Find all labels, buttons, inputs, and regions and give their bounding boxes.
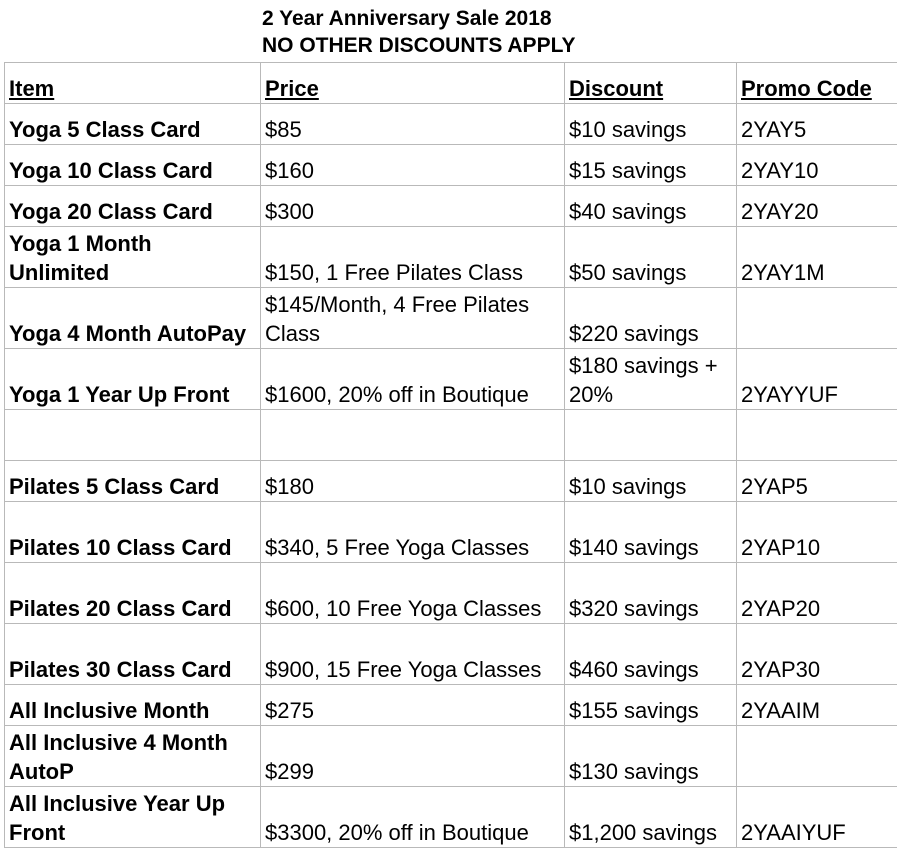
table-row	[5, 288, 897, 349]
header-promo-code[interactable]: Promo Code	[737, 63, 897, 104]
price-cell[interactable]: $3300, 20% off in Boutique	[261, 787, 565, 848]
item-cell[interactable]: All Inclusive 4 Month AutoP	[5, 726, 261, 787]
discount-cell[interactable]: $220 savings	[565, 288, 737, 349]
discount-cell[interactable]: $15 savings	[565, 145, 737, 186]
promo-code-cell[interactable]: 2YAAIYUF	[737, 787, 897, 848]
price-cell[interactable]: $160	[261, 145, 565, 186]
price-cell[interactable]: $145/Month, 4 Free Pilates Class	[261, 288, 565, 349]
price-cell[interactable]: $150, 1 Free Pilates Class	[261, 227, 565, 288]
header-row	[5, 63, 897, 104]
price-cell[interactable]: $275	[261, 685, 565, 726]
price-cell[interactable]	[261, 410, 565, 461]
promo-code-cell[interactable]: 2YAY1M	[737, 227, 897, 288]
item-cell[interactable]: Yoga 5 Class Card	[5, 104, 261, 145]
promo-code-cell[interactable]: 2YAAIM	[737, 685, 897, 726]
table-row	[5, 227, 897, 288]
item-cell[interactable]: Pilates 30 Class Card	[5, 624, 261, 685]
table-row	[5, 787, 897, 848]
discount-cell[interactable]: $10 savings	[565, 461, 737, 502]
item-cell[interactable]: Pilates 20 Class Card	[5, 563, 261, 624]
promo-code-cell[interactable]: 2YAY20	[737, 186, 897, 227]
price-cell[interactable]: $180	[261, 461, 565, 502]
table-row	[5, 726, 897, 787]
promo-code-cell[interactable]	[737, 288, 897, 349]
promo-code-cell[interactable]: 2YAY10	[737, 145, 897, 186]
price-cell[interactable]: $299	[261, 726, 565, 787]
discount-cell[interactable]: $10 savings	[565, 104, 737, 145]
item-cell[interactable]: Yoga 20 Class Card	[5, 186, 261, 227]
discount-cell[interactable]: $1,200 savings	[565, 787, 737, 848]
item-cell[interactable]: Yoga 1 Month Unlimited	[5, 227, 261, 288]
header-discount[interactable]: Discount	[565, 63, 737, 104]
discount-cell[interactable]: $460 savings	[565, 624, 737, 685]
table-row-empty	[5, 410, 897, 461]
price-cell[interactable]: $300	[261, 186, 565, 227]
item-cell[interactable]: All Inclusive Year Up Front	[5, 787, 261, 848]
discount-cell[interactable]: $40 savings	[565, 186, 737, 227]
discount-cell[interactable]: $155 savings	[565, 685, 737, 726]
price-cell[interactable]: $600, 10 Free Yoga Classes	[261, 563, 565, 624]
sheet-title-area	[0, 0, 897, 62]
item-cell[interactable]: All Inclusive Month	[5, 685, 261, 726]
table-row	[5, 104, 897, 145]
discount-cell[interactable]: $140 savings	[565, 502, 737, 563]
discount-cell[interactable]	[565, 410, 737, 461]
discount-cell[interactable]: $180 savings + 20%	[565, 349, 737, 410]
table-row	[5, 145, 897, 186]
promo-code-cell[interactable]: 2YAP5	[737, 461, 897, 502]
item-cell[interactable]	[5, 410, 261, 461]
item-cell[interactable]: Pilates 10 Class Card	[5, 502, 261, 563]
item-cell[interactable]: Yoga 4 Month AutoPay	[5, 288, 261, 349]
table-row	[5, 685, 897, 726]
price-cell[interactable]: $900, 15 Free Yoga Classes	[261, 624, 565, 685]
promo-code-cell[interactable]: 2YAP20	[737, 563, 897, 624]
sheet-title: 2 Year Anniversary Sale 2018	[262, 7, 552, 30]
table-row	[5, 461, 897, 502]
discount-cell[interactable]: $320 savings	[565, 563, 737, 624]
table-row	[5, 624, 897, 685]
price-cell[interactable]: $340, 5 Free Yoga Classes	[261, 502, 565, 563]
promo-code-cell[interactable]: 2YAP10	[737, 502, 897, 563]
sheet-subtitle: NO OTHER DISCOUNTS APPLY	[262, 34, 576, 57]
price-table	[4, 62, 897, 848]
table-row	[5, 502, 897, 563]
price-cell[interactable]: $1600, 20% off in Boutique	[261, 349, 565, 410]
table-row	[5, 563, 897, 624]
promo-code-cell[interactable]: 2YAP30	[737, 624, 897, 685]
header-item[interactable]: Item	[5, 63, 261, 104]
table-row	[5, 186, 897, 227]
header-price[interactable]: Price	[261, 63, 565, 104]
promo-code-cell[interactable]: 2YAYYUF	[737, 349, 897, 410]
promo-code-cell[interactable]: 2YAY5	[737, 104, 897, 145]
price-cell[interactable]: $85	[261, 104, 565, 145]
item-cell[interactable]: Yoga 10 Class Card	[5, 145, 261, 186]
promo-code-cell[interactable]	[737, 726, 897, 787]
table-row	[5, 349, 897, 410]
item-cell[interactable]: Yoga 1 Year Up Front	[5, 349, 261, 410]
promo-code-cell[interactable]	[737, 410, 897, 461]
discount-cell[interactable]: $130 savings	[565, 726, 737, 787]
discount-cell[interactable]: $50 savings	[565, 227, 737, 288]
item-cell[interactable]: Pilates 5 Class Card	[5, 461, 261, 502]
